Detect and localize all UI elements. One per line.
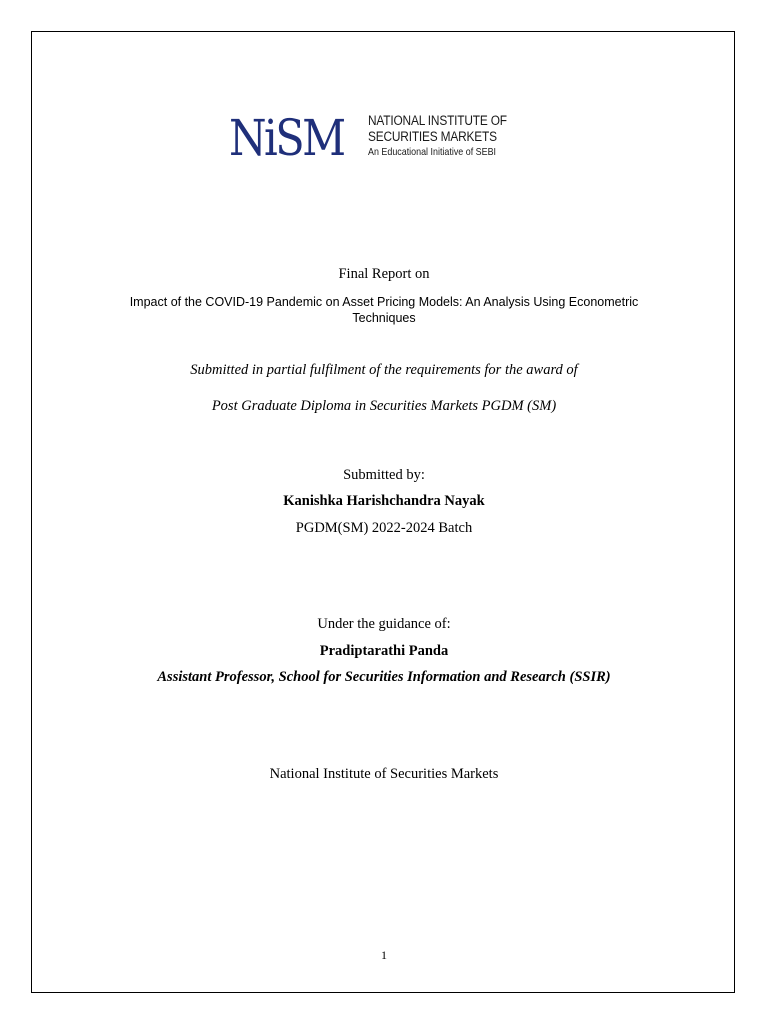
page-number: 1 (381, 948, 387, 962)
report-label: Final Report on (338, 266, 430, 282)
degree-name: Post Graduate Diploma in Securities Markets PGDM (SM) (211, 398, 557, 414)
guide-name: Pradiptarathi Panda (319, 643, 449, 659)
guidance-label: Under the guidance of: (317, 616, 451, 632)
logo-line-1: NATIONAL INSTITUTE OF (368, 113, 507, 128)
batch: PGDM(SM) 2022-2024 Batch (295, 520, 473, 536)
student-name: Kanishka Harishchandra Nayak (283, 493, 485, 509)
logo-text (368, 113, 526, 159)
nism-logo (229, 110, 519, 170)
institute-name: National Institute of Securities Markets (269, 766, 499, 782)
logo-tagline: An Educational Initiative of SEBI (368, 146, 497, 158)
logo-line-2: SECURITIES MARKETS (368, 129, 497, 144)
page-border (31, 31, 735, 993)
report-title: Impact of the COVID-19 Pandemic on Asset Pricing Models: An Analysis Using Econometric Techniques (129, 295, 639, 325)
logo-mark: NiSM (229, 109, 344, 167)
guide-title: Assistant Professor, School for Securities Information and Research (SSIR) (157, 669, 611, 685)
submitted-by-label: Submitted by: (343, 467, 425, 483)
submission-note: Submitted in partial fulfilment of the requirements for the award of (190, 362, 578, 378)
